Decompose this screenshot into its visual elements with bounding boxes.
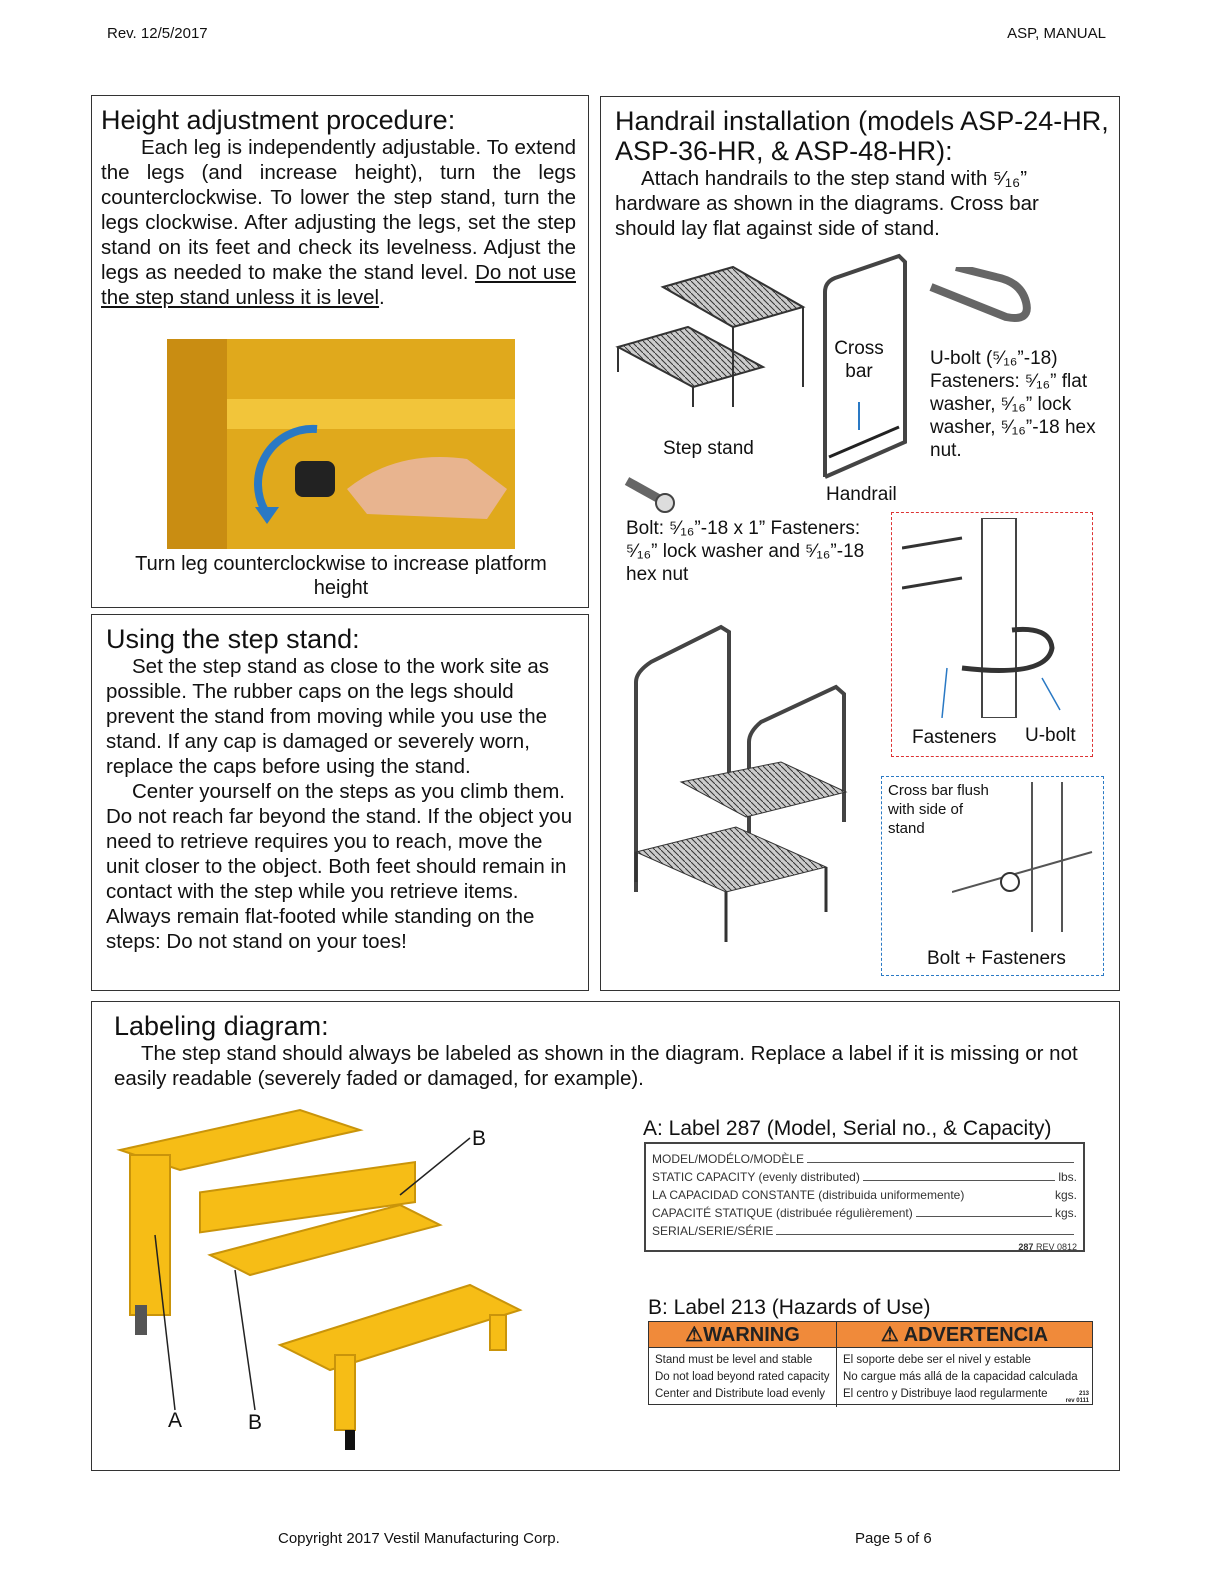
- unit: kgs.: [1054, 1188, 1077, 1202]
- body-text-end: .: [379, 286, 385, 309]
- bolt-detail-diagram: [952, 782, 1102, 942]
- stand-with-handrails-diagram: [631, 622, 891, 962]
- cross-bar-label: Cross bar: [834, 338, 884, 382]
- leg-adjust-photo: [167, 339, 515, 549]
- labeled-step-stand-image: [110, 1105, 530, 1455]
- label-rev: REV 0812: [1035, 1242, 1077, 1252]
- using-step-stand-section: [91, 614, 589, 991]
- label-213-title: B: Label 213 (Hazards of Use): [648, 1296, 931, 1319]
- warning-line: Do not load beyond rated capacity: [655, 1371, 830, 1383]
- label-287: [644, 1142, 1085, 1252]
- u-bolt-detail-diagram: [902, 518, 1082, 718]
- warning-header: [649, 1322, 837, 1348]
- bolt-fasteners-label: Bolt + Fasteners: [927, 948, 1066, 969]
- section-body: Attach handrails to the step stand with ⁵⁄₁₆” hardware as shown in the diagrams. Cross bar should lay flat against side of stand.: [615, 167, 1039, 240]
- label-row: CAPACITÉ STATIQUE (distribuée régulièrement): [652, 1206, 913, 1220]
- handrail-installation-section: [600, 96, 1120, 991]
- warning-text: WARNING: [703, 1324, 800, 1346]
- warning-triangle-icon: ⚠: [685, 1324, 704, 1346]
- label-b-callout: B: [472, 1127, 487, 1150]
- section-title: Height adjustment procedure:: [101, 105, 456, 135]
- label-rev: rev 0111: [1065, 1398, 1089, 1404]
- u-bolt-detail-box: [891, 512, 1093, 757]
- advertencia-header: [837, 1322, 1092, 1348]
- warning-line: El centro y Distribuye laod regularmente: [843, 1388, 1048, 1400]
- warning-triangle-icon: ⚠: [880, 1324, 904, 1346]
- height-adjustment-section: [91, 95, 589, 608]
- label-row: STATIC CAPACITY (evenly distributed): [652, 1170, 860, 1184]
- cross-bar-detail-box: [881, 776, 1104, 976]
- warning-underlined: Do not use the step stand unless it is level: [101, 261, 576, 309]
- label-row: SERIAL/SERIE/SÉRIE: [652, 1224, 774, 1238]
- label-a-callout: A: [168, 1409, 183, 1432]
- label-213: [648, 1321, 1093, 1405]
- section-title: Using the step stand:: [106, 624, 360, 654]
- copyright: Copyright 2017 Vestil Manufacturing Corp.: [278, 1530, 560, 1547]
- photo-caption: Turn leg counterclockwise to increase platform height: [135, 553, 547, 599]
- warning-line: Stand must be level and stable: [655, 1354, 813, 1366]
- spanish-warnings: [837, 1348, 1092, 1407]
- u-bolt-label: U-bolt: [1025, 725, 1076, 746]
- u-bolt-icon: [926, 267, 1036, 337]
- english-warnings: [649, 1348, 837, 1407]
- unit: lbs.: [1058, 1170, 1077, 1184]
- advertencia-text: ADVERTENCIA: [903, 1324, 1049, 1346]
- warning-line: Center and Distribute load evenly: [655, 1388, 826, 1400]
- body-text: Each leg is independently adjustable. To extend the legs (and increase height), turn the legs counterclockwise. To lower the step stand, turn the legs clockwise. After adjusting the legs, set the step stand on its feet and check its levelness. Adjust the legs as needed to make the stand level.: [101, 136, 576, 284]
- section-title: Handrail installation (models ASP-24-HR, ASP-36-HR, & ASP-48-HR):: [615, 106, 1109, 166]
- section-body: The step stand should always be labeled as shown in the diagram. Replace a label if it is missing or not easily readable (severely faded or damaged, for example).: [114, 1042, 1078, 1090]
- section-title: Labeling diagram:: [114, 1011, 329, 1041]
- unit: kgs.: [1054, 1206, 1077, 1220]
- fasteners-label: Fasteners: [912, 727, 997, 748]
- u-bolt-spec: U-bolt (⁵⁄₁₆”-18) Fasteners: ⁵⁄₁₆” flat washer, ⁵⁄₁₆” lock washer, ⁵⁄₁₆”-18 hex nut.: [930, 348, 1096, 461]
- cross-bar-flush-label: Cross bar flush with side of stand: [888, 782, 989, 837]
- page-number: Page 5 of 6: [855, 1530, 932, 1547]
- handrail-label: Handrail: [826, 484, 897, 505]
- bolt-spec: Bolt: ⁵⁄₁₆”-18 x 1” Fasteners: ⁵⁄₁₆” lock washer and ⁵⁄₁₆”-18 hex nut: [626, 518, 865, 585]
- section-body: [101, 135, 576, 310]
- label-287-title: A: Label 287 (Model, Serial no., & Capacity): [643, 1117, 1052, 1140]
- label-code: 287: [1018, 1242, 1034, 1252]
- step-stand-diagram: [613, 257, 823, 427]
- label-row: MODEL/MODÉLO/MODÈLE: [652, 1152, 805, 1166]
- paragraph-1: Set the step stand as close to the work site as possible. The rubber caps on the legs should prevent the stand from moving while you use the stand. If any cap is damaged or severely worn, replace the caps before using the stand.: [106, 655, 550, 778]
- label-b-callout-2: B: [248, 1411, 263, 1434]
- bolt-icon: [623, 475, 678, 515]
- warning-line: No cargue más allá de la capacidad calculada: [843, 1371, 1078, 1383]
- label-row: LA CAPACIDAD CONSTANTE (distribuida uniformemente): [652, 1188, 965, 1202]
- manual-name: ASP, MANUAL: [1007, 25, 1106, 42]
- revision-date: Rev. 12/5/2017: [107, 25, 208, 42]
- label-code: 213: [1078, 1391, 1089, 1397]
- step-stand-label: Step stand: [663, 438, 754, 459]
- warning-line: El soporte debe ser el nivel y estable: [843, 1354, 1031, 1366]
- paragraph-2: Center yourself on the steps as you climb them. Do not reach far beyond the stand. If the object you need to retrieve requires you to reach, move the unit closer to the object. Both feet should remain in contact with the step while you retrieve items. Always remain flat-footed while standing on the steps: Do not stand on your toes!: [106, 780, 573, 953]
